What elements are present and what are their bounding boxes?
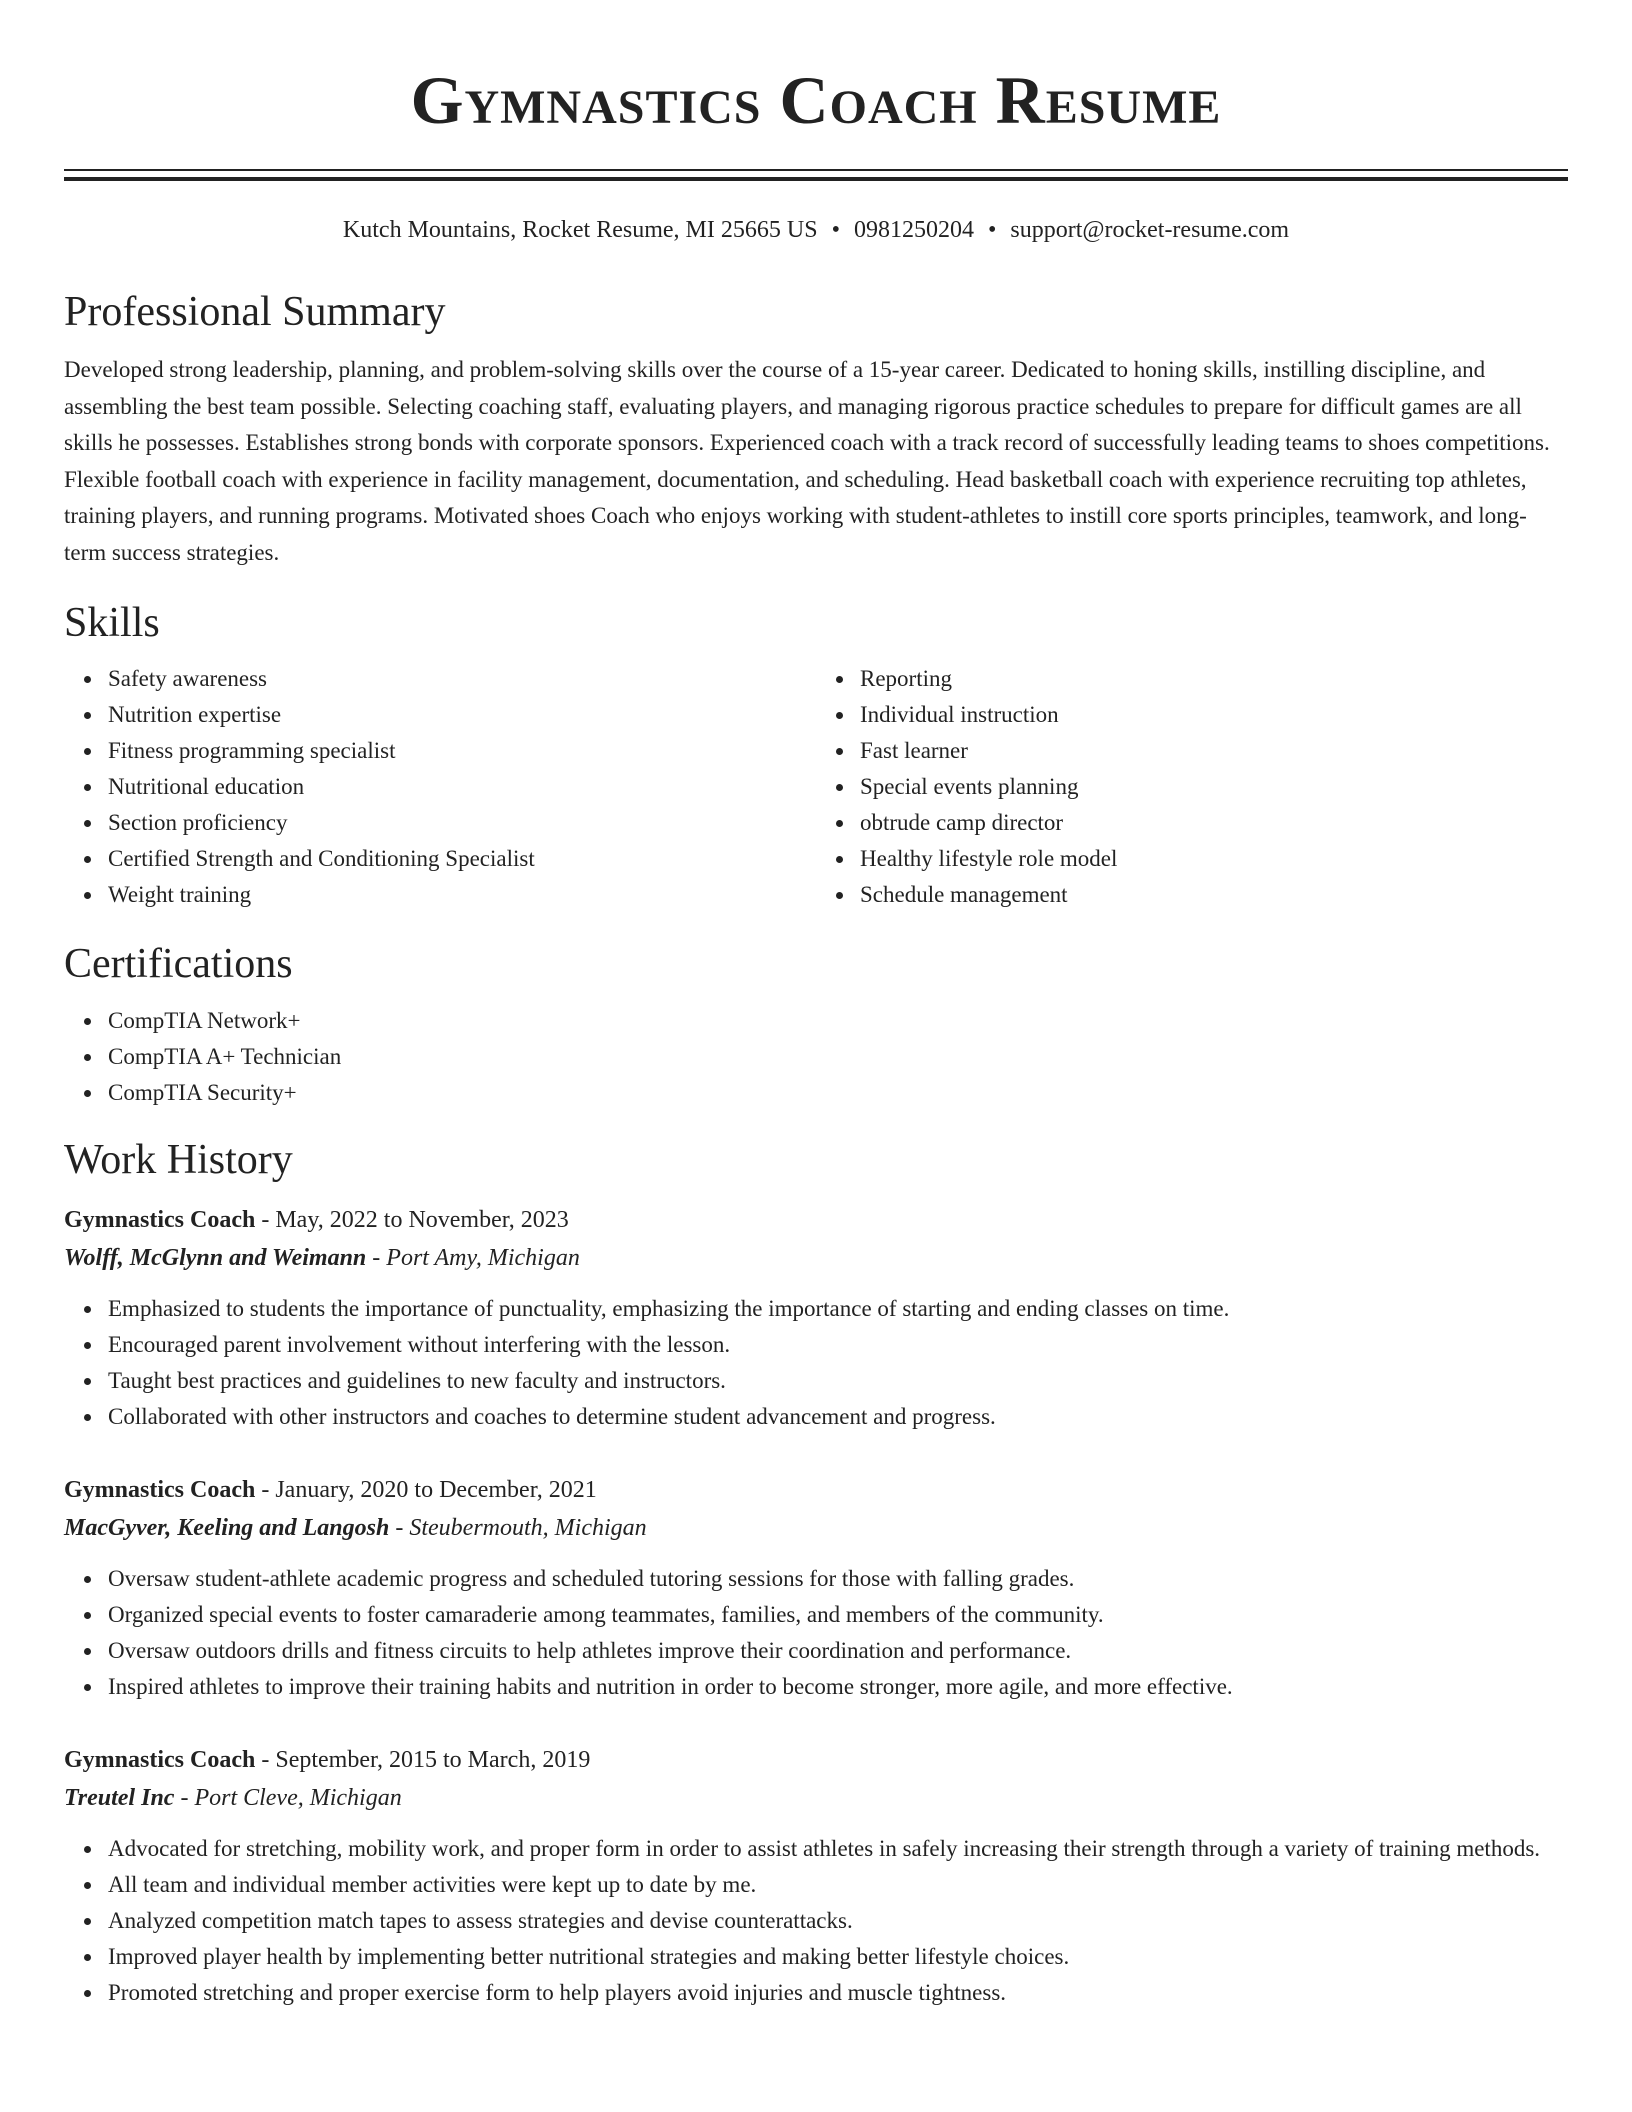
job-entry	[64, 1201, 1568, 1435]
duty-item: Promoted stretching and proper exercise form to help players avoid injuries and muscle tightness.	[108, 1975, 1568, 2011]
job-duties	[64, 1831, 1568, 2011]
job-title: Gymnastics Coach	[64, 1476, 256, 1503]
job-duties	[64, 1561, 1568, 1705]
job-title-line: Gymnastics Coach - May, 2022 to November, 2023	[64, 1206, 569, 1233]
duty-item: Encouraged parent involvement without interfering with the lesson.	[108, 1327, 1568, 1363]
certifications-section	[64, 939, 1568, 1111]
skill-item: Fast learner	[860, 733, 1568, 769]
skills-list-left	[64, 661, 816, 913]
resume-title: Gymnastics Coach Resume	[410, 62, 1222, 138]
skill-item: Safety awareness	[108, 661, 816, 697]
duty-item: Improved player health by implementing better nutritional strategies and making better lifestyle choices.	[108, 1939, 1568, 1975]
skill-item: Schedule management	[860, 877, 1568, 913]
skills-section	[64, 598, 1568, 913]
skill-item: Weight training	[108, 877, 816, 913]
job-entry	[64, 1471, 1568, 1705]
job-company-line: Treutel Inc - Port Cleve, Michigan	[64, 1784, 402, 1811]
job-location: Port Amy, Michigan	[386, 1244, 580, 1271]
skill-item: Special events planning	[860, 769, 1568, 805]
skill-item: Nutritional education	[108, 769, 816, 805]
skill-item: Certified Strength and Conditioning Specialist	[108, 841, 816, 877]
contact-separator: •	[831, 217, 840, 243]
duty-item: Inspired athletes to improve their training habits and nutrition in order to become stronger, more agile, and more effective.	[108, 1669, 1568, 1705]
contact-line	[64, 215, 1568, 245]
skill-item: Section proficiency	[108, 805, 816, 841]
duty-item: Emphasized to students the importance of punctuality, emphasizing the importance of starting and ending classes on time.	[108, 1291, 1568, 1327]
work-history-section	[64, 1135, 1568, 2011]
skill-item: Individual instruction	[860, 697, 1568, 733]
certification-item: CompTIA A+ Technician	[108, 1039, 1568, 1075]
job-company: MacGyver, Keeling and Langosh	[64, 1514, 390, 1541]
certifications-heading: Certifications	[64, 940, 293, 987]
job-company-line: MacGyver, Keeling and Langosh - Steubermouth, Michigan	[64, 1514, 647, 1541]
job-title-line: Gymnastics Coach - January, 2020 to December, 2021	[64, 1476, 597, 1503]
job-company-line: Wolff, McGlynn and Weimann - Port Amy, Michigan	[64, 1244, 580, 1271]
job-title: Gymnastics Coach	[64, 1206, 256, 1233]
summary-heading: Professional Summary	[64, 289, 446, 335]
skills-columns	[64, 661, 1568, 913]
resume-page	[64, 0, 1568, 2011]
duty-item: Oversaw student-athlete academic progress and scheduled tutoring sessions for those with falling grades.	[108, 1561, 1568, 1597]
skill-item: obtrude camp director	[860, 805, 1568, 841]
job-company: Treutel Inc	[64, 1784, 175, 1811]
contact-email: support@rocket-resume.com	[1010, 217, 1290, 243]
skills-list-right	[816, 661, 1568, 913]
contact-address: Kutch Mountains, Rocket Resume, MI 25665 US	[342, 217, 818, 243]
certifications-list	[64, 1003, 1568, 1111]
skill-item: Healthy lifestyle role model	[860, 841, 1568, 877]
work-history-heading: Work History	[64, 1136, 293, 1183]
header-rule-thick	[64, 177, 1568, 181]
duty-item: Analyzed competition match tapes to assess strategies and devise counterattacks.	[108, 1903, 1568, 1939]
contact-separator: •	[987, 217, 997, 243]
summary-section	[64, 287, 1568, 572]
job-dates: May, 2022 to November, 2023	[275, 1206, 569, 1233]
duty-item: Oversaw outdoors drills and fitness circuits to help athletes improve their coordination and performance.	[108, 1633, 1568, 1669]
job-title-line: Gymnastics Coach - September, 2015 to March, 2019	[64, 1746, 591, 1773]
duty-item: Advocated for stretching, mobility work, and proper form in order to assist athletes in safely increasing their strength through a variety of training methods.	[108, 1831, 1568, 1867]
skill-item: Fitness programming specialist	[108, 733, 816, 769]
skill-item: Reporting	[860, 661, 1568, 697]
job-duties	[64, 1291, 1568, 1435]
skills-heading: Skills	[64, 599, 160, 646]
job-dates: January, 2020 to December, 2021	[275, 1476, 597, 1503]
job-title: Gymnastics Coach	[64, 1746, 256, 1773]
job-location: Steubermouth, Michigan	[409, 1514, 647, 1541]
duty-item: All team and individual member activities were kept up to date by me.	[108, 1867, 1568, 1903]
duty-item: Organized special events to foster camaraderie among teammates, families, and members of the community.	[108, 1597, 1568, 1633]
job-entry	[64, 1741, 1568, 2011]
certification-item: CompTIA Security+	[108, 1075, 1568, 1111]
skill-item: Nutrition expertise	[108, 697, 816, 733]
job-company: Wolff, McGlynn and Weimann	[64, 1244, 367, 1271]
summary-text: Developed strong leadership, planning, and problem-solving skills over the course of a 15-year career. Dedicated to honing skills, instilling discipline, and assembling the best team possible. Selecting coaching staff, evaluating players, and managing rigorous practice schedules to prepare for difficult games are all skills he possesses. Establishes strong bonds with corporate sponsors. Experienced coach with a track record of successfully leading teams to shoes competitions. Flexible football coach with experience in facility management, documentation, and scheduling. Head basketball coach with experience recruiting top athletes, training players, and running programs. Motivated shoes Coach who enjoys working with student-athletes to instill core sports principles, teamwork, and long-term success strategies.	[64, 357, 1550, 565]
job-dates: September, 2015 to March, 2019	[275, 1746, 591, 1773]
contact-phone: 0981250204	[853, 217, 974, 243]
job-location: Port Cleve, Michigan	[194, 1784, 402, 1811]
duty-item: Collaborated with other instructors and coaches to determine student advancement and progress.	[108, 1399, 1568, 1435]
duty-item: Taught best practices and guidelines to new faculty and instructors.	[108, 1363, 1568, 1399]
certification-item: CompTIA Network+	[108, 1003, 1568, 1039]
header-rule-thin	[64, 169, 1568, 171]
